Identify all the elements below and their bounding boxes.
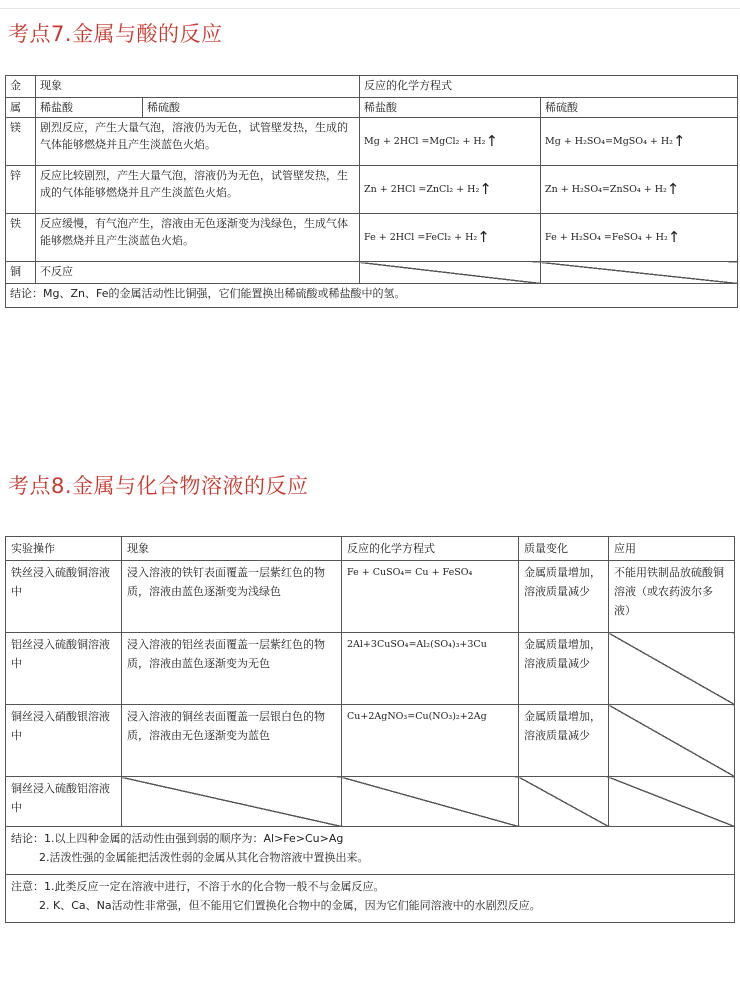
table-row <box>6 561 735 633</box>
header-equation: 反应的化学方程式 <box>360 76 738 98</box>
header-metal-2: 属 <box>6 98 36 118</box>
operation-cell: 铝丝浸入硫酸铜溶液中 <box>6 633 122 705</box>
metal-cell: 铁 <box>6 214 36 262</box>
phenomenon-cell: 浸入溶液的铝丝表面覆盖一层紫红色的物质，溶液由蓝色逐渐变为无色 <box>122 633 342 705</box>
operation-cell: 铜丝浸入硝酸银溶液中 <box>6 705 122 777</box>
table-row <box>6 705 735 777</box>
equation-cell: 2Al+3CuSO₄=Al₂(SO₄)₃+3Cu <box>342 633 519 705</box>
equation-text: Zn + H₂SO₄=ZnSO₄ + H₂ <box>545 184 667 195</box>
table-row <box>6 262 738 284</box>
table-row <box>6 633 735 705</box>
equation-h2so4-cell <box>541 118 738 166</box>
application-cell: 不能用铁制品放硫酸铜溶液（或农药波尔多液） <box>609 561 735 633</box>
header-equation: 反应的化学方程式 <box>342 537 519 561</box>
header-application: 应用 <box>609 537 735 561</box>
table-row <box>6 118 738 166</box>
equation-cell: Cu+2AgNO₃=Cu(NO₃)₂+2Ag <box>342 705 519 777</box>
note-line: 2. K、Ca、Na活动性非常强，但不能用它们置换化合物中的金属，因为它们能同溶液中的水剧烈反应。 <box>39 899 541 912</box>
section-8-title: 考点8.金属与化合物溶液的反应 <box>8 474 309 498</box>
empty-diagonal-cell <box>360 262 541 284</box>
phenomenon-cell: 浸入溶液的铁钉表面覆盖一层紫红色的物质，溶液由蓝色逐渐变为浅绿色 <box>122 561 342 633</box>
gas-arrow-icon: ↑ <box>479 180 492 198</box>
equation-text: Mg + 2HCl =MgCl₂ + H₂ <box>364 136 486 147</box>
notes <box>6 875 735 923</box>
header-hcl: 稀盐酸 <box>36 98 143 118</box>
top-divider <box>0 8 740 9</box>
operation-cell: 铁丝浸入硫酸铜溶液中 <box>6 561 122 633</box>
table-row <box>6 214 738 262</box>
empty-diagonal-cell <box>122 777 342 827</box>
table-row <box>6 777 735 827</box>
gas-arrow-icon: ↑ <box>667 228 681 246</box>
empty-diagonal-cell <box>519 777 609 827</box>
phenomenon-cell: 不反应 <box>36 262 360 284</box>
phenomenon-cell: 反应比较剧烈，产生大量气泡，溶液仍为无色，试管壁发热，生成的气体能够燃烧并且产生淡蓝色火焰。 <box>36 166 360 214</box>
equation-h2so4-cell <box>541 166 738 214</box>
metal-cell: 锌 <box>6 166 36 214</box>
operation-cell: 铜丝浸入硫酸铝溶液中 <box>6 777 122 827</box>
note-line: 注意：1.此类反应一定在溶液中进行，不溶于水的化合物一般不与金属反应。 <box>11 880 385 893</box>
mass-change-cell: 金属质量增加，溶液质量减少 <box>519 561 609 633</box>
empty-diagonal-cell <box>342 777 519 827</box>
header-eq-hcl: 稀盐酸 <box>360 98 541 118</box>
empty-diagonal-cell <box>609 777 735 827</box>
metal-acid-table <box>5 75 738 308</box>
header-metal-1: 金 <box>6 76 36 98</box>
equation-text: Fe + 2HCl =FeCl₂ + H₂ <box>364 232 478 243</box>
conclusion-line: 2.活泼性强的金属能把活泼性弱的金属从其化合物溶液中置换出来。 <box>39 851 369 864</box>
equation-text: Mg + H₂SO₄=MgSO₄ + H₂ <box>545 136 673 147</box>
equation-text: Fe + H₂SO₄ =FeSO₄ + H₂ <box>545 232 668 243</box>
header-mass-change: 质量变化 <box>519 537 609 561</box>
section-7-title: 考点7.金属与酸的反应 <box>8 22 223 46</box>
gas-arrow-icon: ↑ <box>477 228 490 246</box>
phenomenon-cell: 浸入溶液的铜丝表面覆盖一层银白色的物质，溶液由无色逐渐变为蓝色 <box>122 705 342 777</box>
header-h2so4: 稀硫酸 <box>143 98 360 118</box>
equation-hcl-cell <box>360 166 541 214</box>
mass-change-cell: 金属质量增加，溶液质量减少 <box>519 705 609 777</box>
metal-cell: 镁 <box>6 118 36 166</box>
header-operation: 实验操作 <box>6 537 122 561</box>
conclusion-line: 结论：1.以上四种金属的活动性由强到弱的顺序为：Al>Fe>Cu>Ag <box>11 832 344 845</box>
mass-change-cell: 金属质量增加，溶液质量减少 <box>519 633 609 705</box>
empty-diagonal-cell <box>541 262 738 284</box>
empty-diagonal-cell <box>609 705 735 777</box>
equation-hcl-cell <box>360 214 541 262</box>
equation-text: Zn + 2HCl =ZnCl₂ + H₂ <box>364 184 480 195</box>
phenomenon-cell: 反应缓慢，有气泡产生，溶液由无色逐渐变为浅绿色，生成气体能够燃烧并且产生淡蓝色火焰。 <box>36 214 360 262</box>
gas-arrow-icon: ↑ <box>666 180 680 198</box>
gas-arrow-icon: ↑ <box>672 132 686 150</box>
header-phenomenon: 现象 <box>36 76 360 98</box>
gas-arrow-icon: ↑ <box>485 132 499 150</box>
metal-cell: 铜 <box>6 262 36 284</box>
header-eq-h2so4: 稀硫酸 <box>541 98 738 118</box>
equation-cell: Fe + CuSO₄= Cu + FeSO₄ <box>342 561 519 633</box>
header-phenomenon: 现象 <box>122 537 342 561</box>
conclusion <box>6 827 735 875</box>
empty-diagonal-cell <box>609 633 735 705</box>
phenomenon-cell: 剧烈反应，产生大量气泡，溶液仍为无色，试管壁发热，生成的气体能够燃烧并且产生淡蓝色火焰。 <box>36 118 360 166</box>
conclusion: 结论：Mg、Zn、Fe的金属活动性比铜强，它们能置换出稀硫酸或稀盐酸中的氢。 <box>6 284 738 308</box>
metal-solution-table <box>5 536 735 923</box>
equation-h2so4-cell <box>541 214 738 262</box>
equation-hcl-cell <box>360 118 541 166</box>
table-row <box>6 166 738 214</box>
